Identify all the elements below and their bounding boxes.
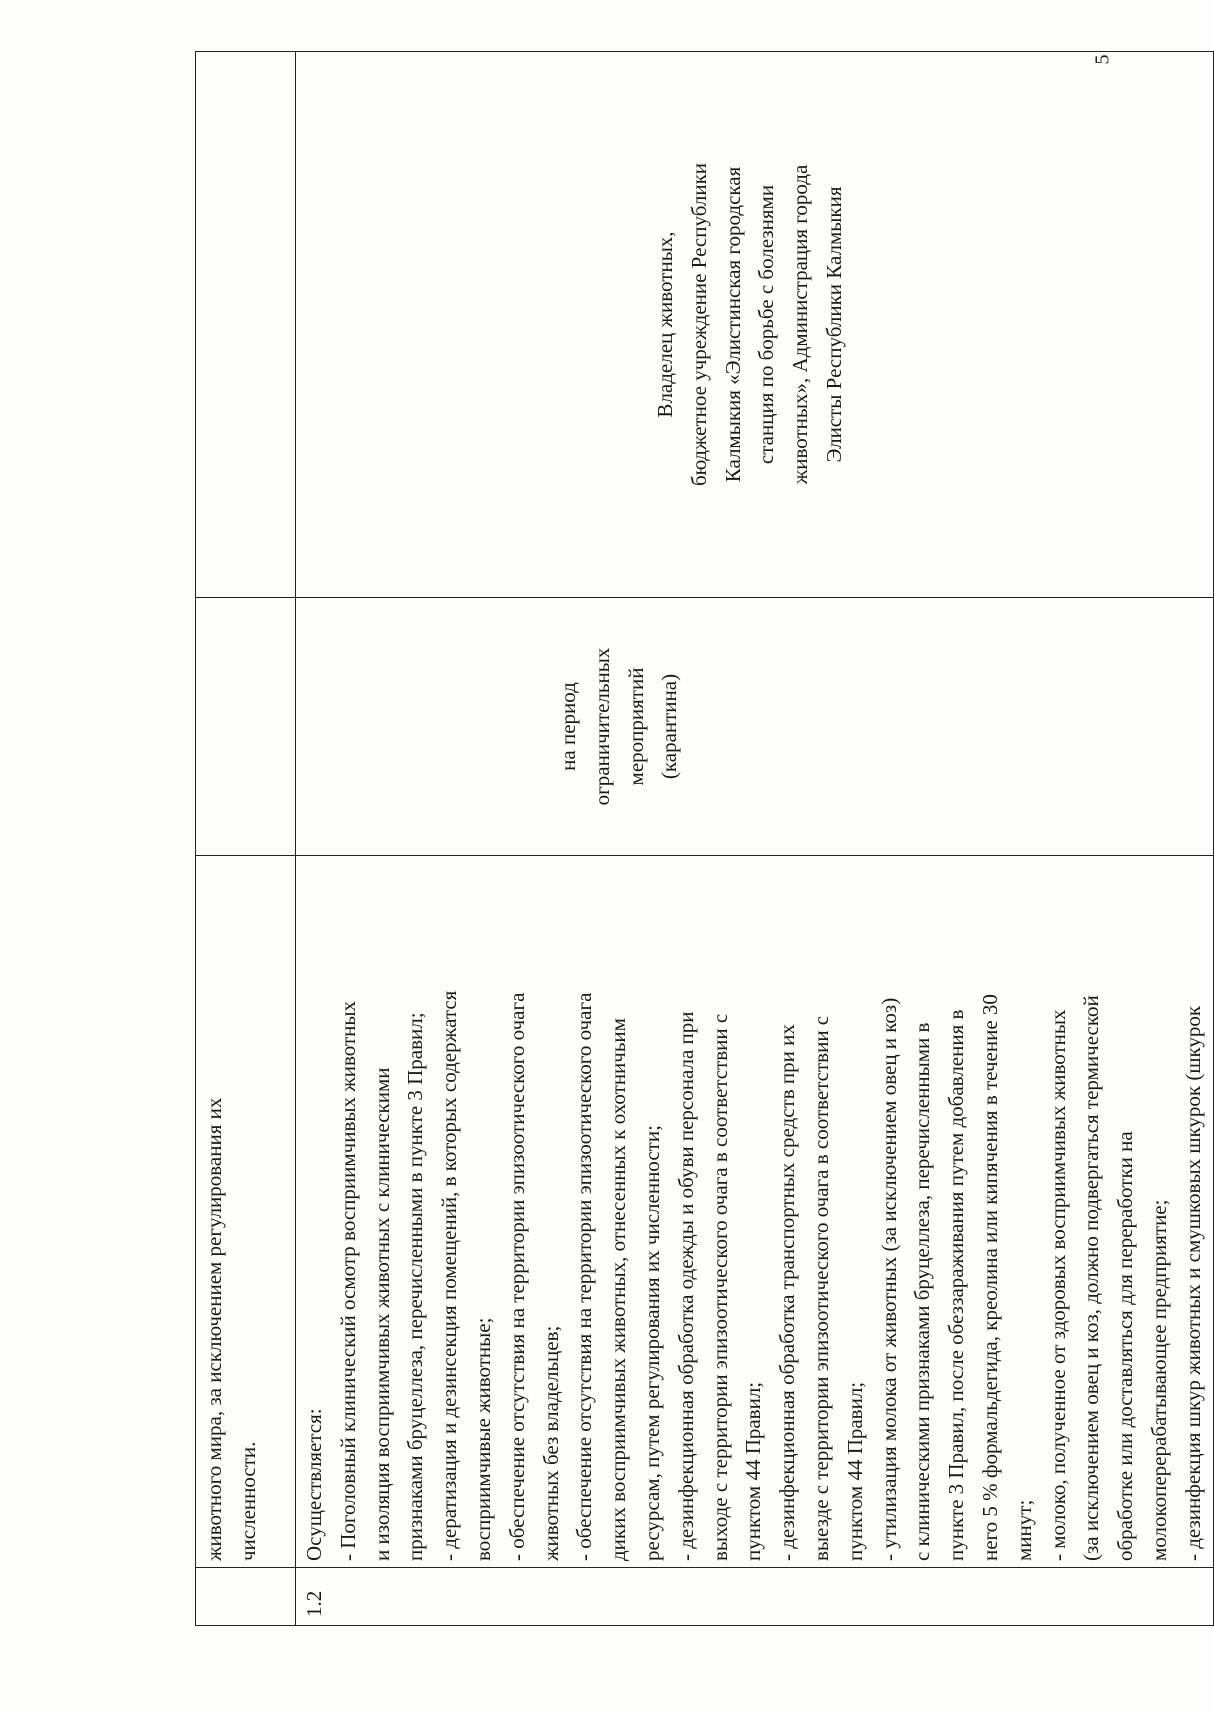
responsible-cell (296, 52, 1214, 598)
measure-line: признаками бруцеллеза, перечисленными в пункте 3 Правил; (403, 1012, 428, 1561)
measure-line: с клиническими признаками бруцеллеза, перечисленными в (910, 1022, 935, 1561)
measures-table (195, 51, 1214, 1626)
measure-line: - дезинфекционная обработка одежды и обуви персонала при (673, 1011, 698, 1561)
measure-line: пунктом 44 Правил; (741, 1381, 766, 1561)
measure-line: - молоко, полученное от здоровых восприимчивых животных (1045, 1009, 1070, 1561)
measure-line: пунктом 44 Правил; (842, 1381, 867, 1561)
measure-line: - обеспечение отсутствия на территории эпизоотического очага (572, 992, 597, 1561)
text-line: животного мира, за исключением регулирования их (202, 1097, 226, 1561)
measure-line: - дератизация и дезинсекция помещений, в которых содержатся (437, 990, 462, 1561)
number-cell-empty (196, 1568, 296, 1626)
measure-line: - дезинфекция шкур животных и смушковых шкурок (шкурок (1180, 1005, 1205, 1561)
measure-line: диких восприимчивых животных, отнесенных к охотничьим (606, 1018, 631, 1561)
term-line: (карантина) (657, 673, 682, 780)
measure-line: обработке или доставляться для переработки на (1113, 1131, 1138, 1561)
responsible-line: животных», Администрация города (788, 164, 813, 485)
responsible-line: бюджетное учреждение Республики (686, 162, 711, 487)
text-line: численности. (235, 1441, 260, 1561)
table-row-1-2 (296, 52, 1214, 1626)
measure-line: - утилизация молока от животных (за исключением овец и коз) (876, 997, 901, 1561)
rotated-document-content (195, 52, 1205, 1626)
measure-line: восприимчивые животные; (470, 1317, 495, 1561)
measure-line: ресурсам, путем регулирования их численности; (639, 1125, 664, 1561)
measures-cell-previous (196, 856, 296, 1568)
term-cell-previous (196, 598, 296, 856)
table-row-previous (196, 52, 296, 1626)
measure-line: (за исключением овец и коз, должно подвергаться термической (1079, 995, 1104, 1561)
measure-line: выходе с территории эпизоотического очага в соответствии с (707, 1013, 732, 1561)
measure-line: него 5 % формальдегида, креолина или кипячения в течение 30 (977, 994, 1002, 1561)
measures-cell (296, 856, 1214, 1568)
row-number: 1.2 (296, 1568, 1214, 1626)
measure-line: - Поголовный клинический осмотр восприимчивых животных (335, 1000, 360, 1561)
responsible-line: станция по борьбе с болезнями (754, 184, 779, 465)
measure-line: минут; (1011, 1499, 1036, 1561)
responsible-line: Элисты Республики Калмыкия (821, 186, 846, 463)
term-line: ограничительных (589, 647, 614, 806)
measure-line: выезде с территории эпизоотического очага в соответствии с (808, 1015, 833, 1561)
term-line: на период (556, 682, 580, 771)
page-number: 5 (1091, 54, 1114, 65)
term-line: мероприятий (623, 667, 648, 786)
responsible-line: Владелец животных, (653, 231, 677, 418)
measure-line: молокоперерабатывающее предприятие; (1146, 1199, 1171, 1561)
measure-line: животных без владельцев; (538, 1325, 563, 1561)
measure-line: и изоляция восприимчивых животных с клиническими (369, 1067, 394, 1561)
responsible-line: Калмыкия «Элистинская городская (720, 166, 745, 483)
measure-line: Осуществляется: (302, 1408, 326, 1561)
measure-line: - обеспечение отсутствия на территории эпизоотического очага (504, 992, 529, 1561)
measure-line: пункте 3 Правил, после обеззараживания путем добавления в (944, 1009, 969, 1561)
responsible-cell-previous (196, 52, 296, 598)
term-cell (296, 598, 1214, 856)
measure-line: - дезинфекционная обработка транспортных средств при их (775, 1024, 800, 1561)
